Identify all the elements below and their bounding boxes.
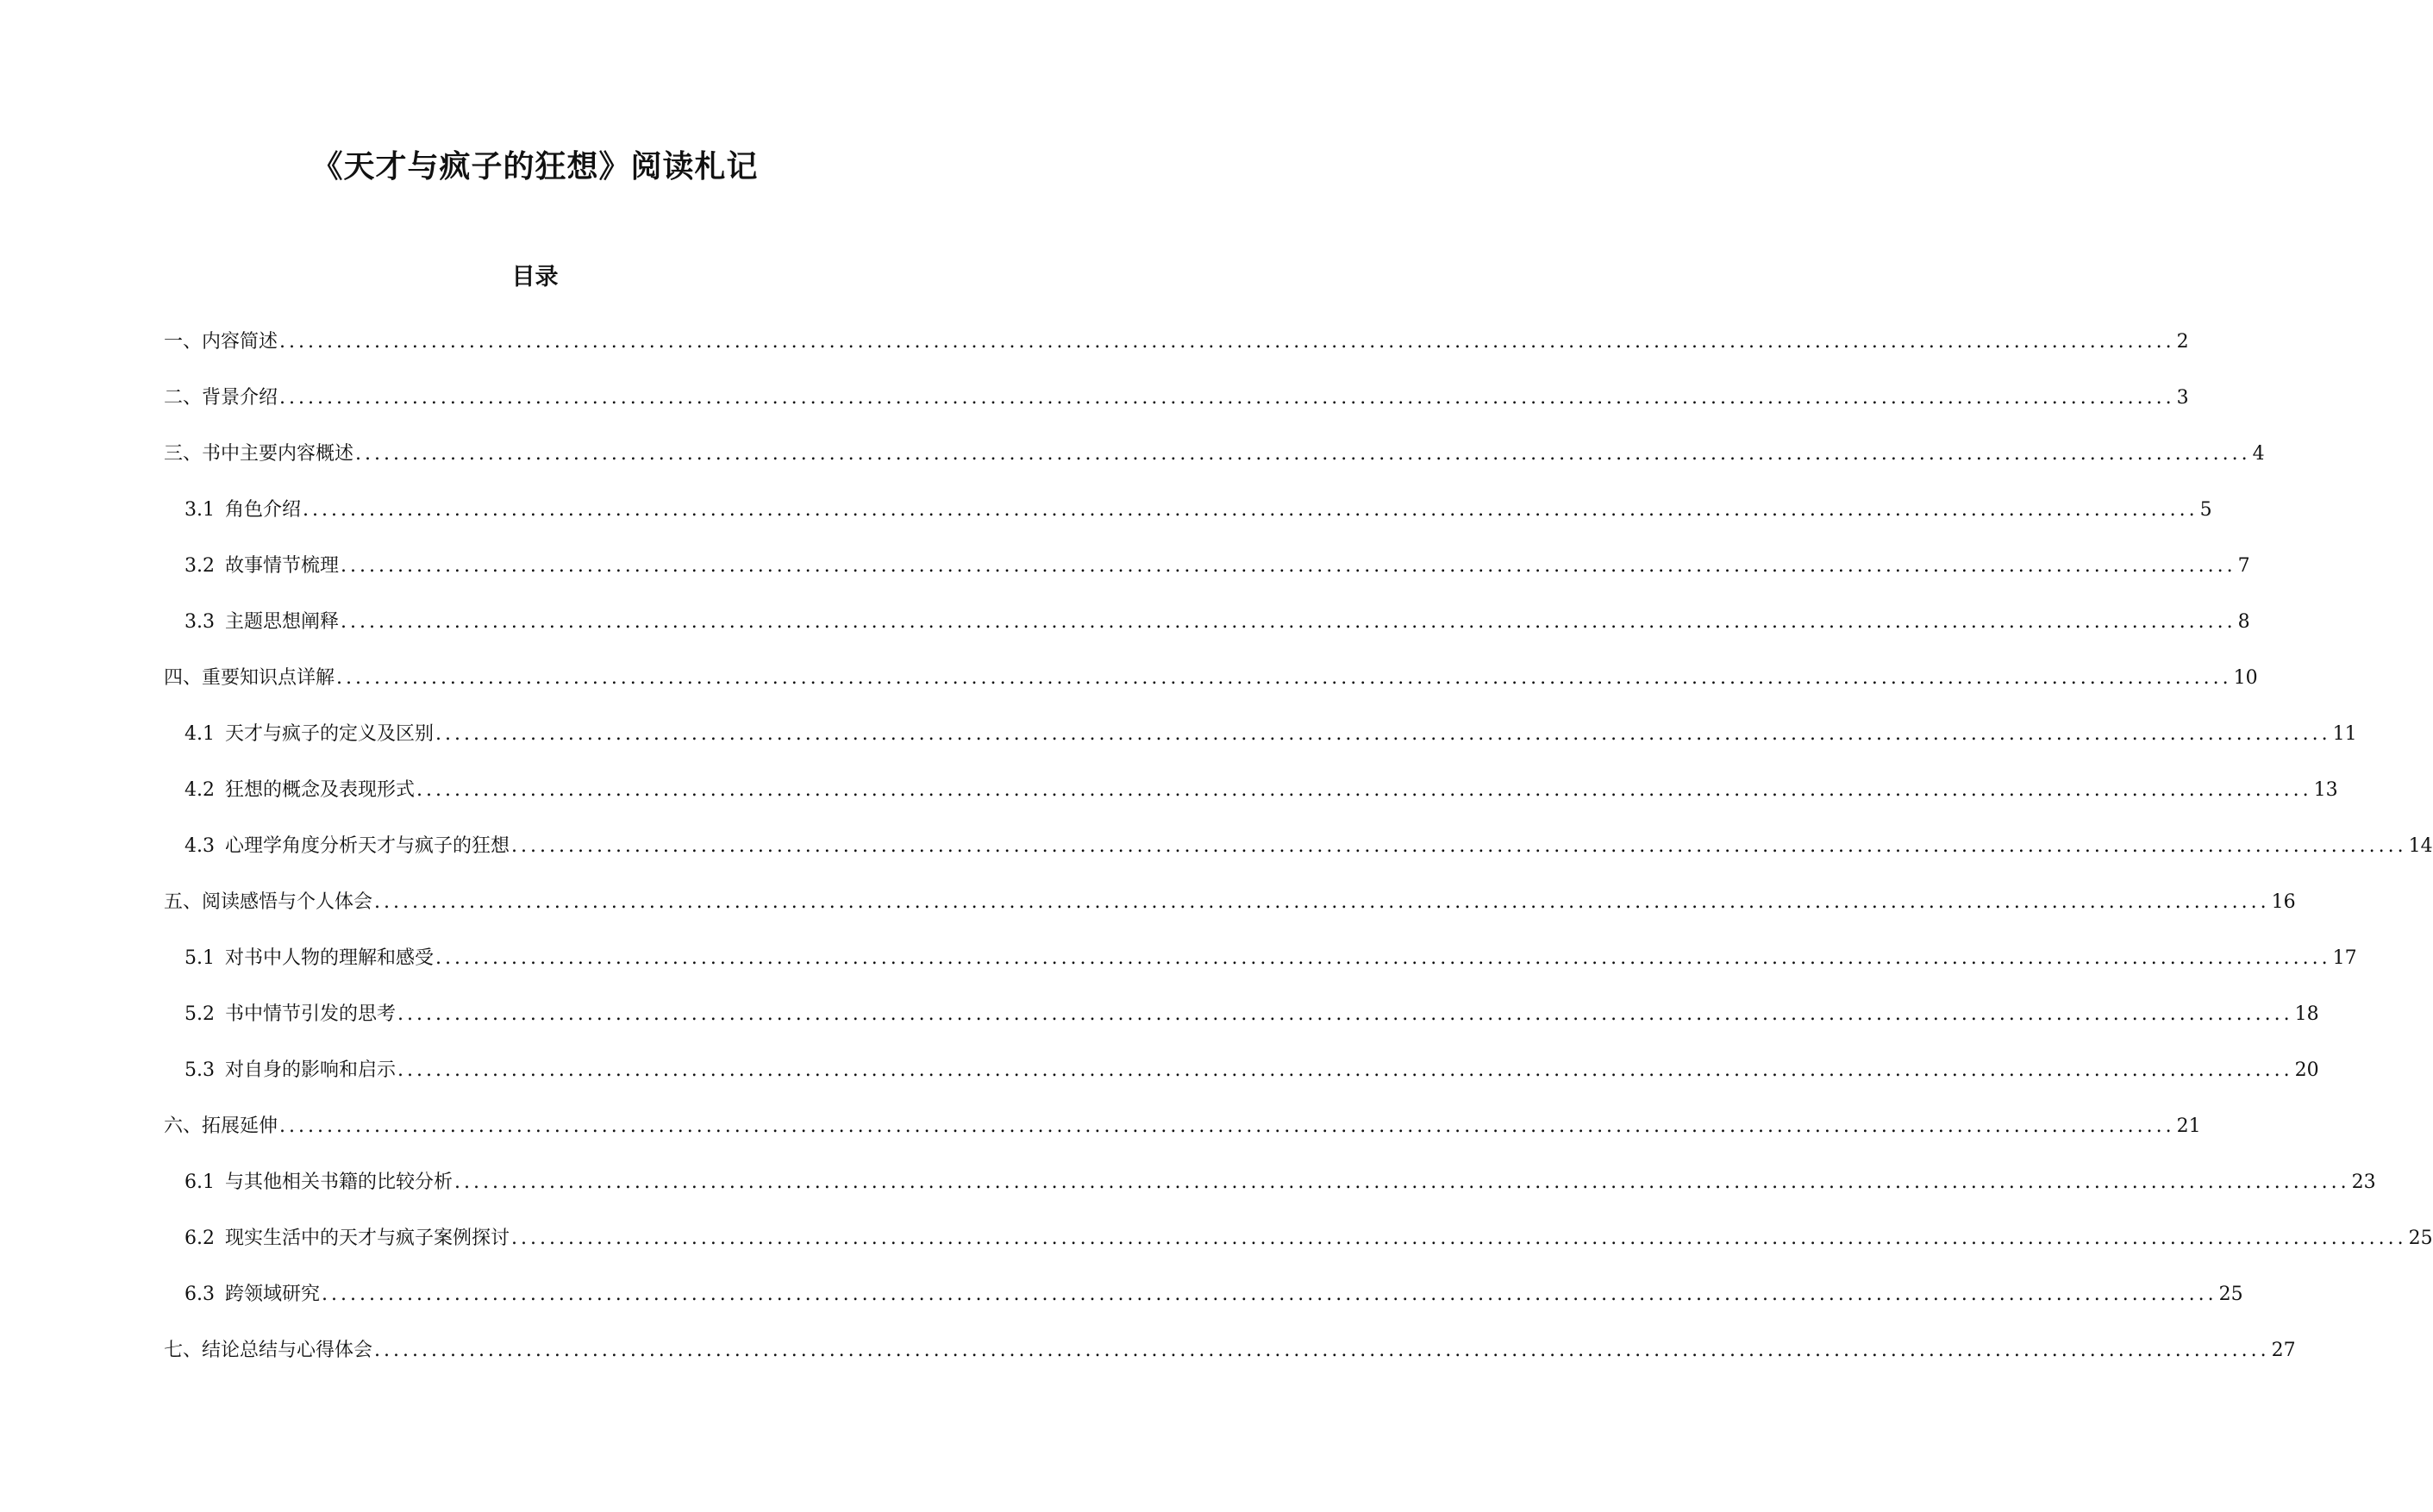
toc-entry[interactable] (164, 1114, 2201, 1170)
toc-dot-leader: ........................................................................................................................................................................................................ (336, 667, 2232, 689)
toc-dot-leader: ........................................................................................................................................................................................................ (511, 1228, 2407, 1249)
toc-dot-leader: ........................................................................................................................................................................................................ (341, 555, 2236, 577)
toc-entry-title: 六、拓展延伸 (164, 1115, 278, 1137)
toc-entry-page-number: 20 (2294, 1059, 2319, 1081)
toc-entry-title: 角色介绍 (225, 499, 302, 521)
toc-entry-page-number: 14 (2408, 835, 2433, 857)
toc-entry[interactable] (164, 946, 2357, 1002)
toc-entry-title: 对书中人物的理解和感受 (225, 947, 435, 969)
toc-entry-title: 心理学角度分析天才与疯子的狂想 (225, 835, 510, 857)
toc-entry-page-number: 3 (2176, 387, 2189, 409)
toc-entry-number: 4.2 (185, 779, 215, 801)
toc-entry-page-number: 11 (2332, 723, 2357, 745)
toc-entry-page-number: 25 (2218, 1284, 2243, 1305)
toc-entry-number: 4.1 (185, 723, 215, 745)
toc-entry[interactable] (164, 329, 2189, 385)
toc-dot-leader: ........................................................................................................................................................................................................ (397, 1003, 2293, 1025)
toc-entry-title: 二、背景介绍 (164, 387, 278, 409)
toc-entry-page-number: 27 (2271, 1340, 2296, 1361)
toc-entry[interactable] (164, 553, 2250, 609)
toc-entry[interactable] (164, 441, 2265, 497)
toc-entry[interactable] (164, 385, 2189, 441)
toc-dot-leader: ........................................................................................................................................................................................................ (435, 723, 2331, 745)
toc-entry-number: 4.3 (185, 835, 215, 857)
toc-entry-title: 跨领域研究 (225, 1284, 321, 1305)
toc-entry-number: 6.2 (185, 1228, 215, 1249)
toc-entry-number: 5.3 (185, 1059, 215, 1081)
toc-dot-leader: ........................................................................................................................................................................................................ (279, 331, 2175, 353)
toc-entry-title: 七、结论总结与心得体会 (164, 1340, 373, 1361)
toc-entry-title: 书中情节引发的思考 (225, 1003, 397, 1025)
toc-entry-page-number: 17 (2332, 947, 2357, 969)
toc-entry-page-number: 16 (2271, 891, 2296, 913)
toc-entry-title: 五、阅读感悟与个人体会 (164, 891, 373, 913)
toc-entry-page-number: 23 (2351, 1171, 2376, 1193)
toc-entry-page-number: 10 (2233, 667, 2258, 689)
toc-entry-title: 三、书中主要内容概述 (164, 443, 354, 465)
toc-heading: 目录 (511, 264, 559, 291)
toc-dot-leader: ........................................................................................................................................................................................................ (322, 1284, 2217, 1305)
toc-entry[interactable] (164, 1338, 2296, 1394)
toc-entry[interactable] (164, 497, 2212, 553)
toc-entry[interactable] (164, 1002, 2319, 1058)
toc-entry-title: 现实生活中的天才与疯子案例探讨 (225, 1228, 510, 1249)
toc-entry-page-number: 21 (2176, 1115, 2201, 1137)
toc-entry-page-number: 13 (2313, 779, 2338, 801)
toc-entry[interactable] (164, 609, 2250, 665)
toc-entry[interactable] (164, 722, 2357, 778)
toc-entry-page-number: 8 (2237, 611, 2250, 633)
toc-dot-leader: ........................................................................................................................................................................................................ (374, 891, 2270, 913)
toc-dot-leader: ........................................................................................................................................................................................................ (279, 387, 2175, 409)
toc-entry-number: 3.3 (185, 611, 215, 633)
toc-entry[interactable] (164, 890, 2296, 946)
document-title: 《天才与疯子的狂想》阅读札记 (311, 149, 759, 185)
table-of-contents (164, 329, 2433, 1394)
toc-entry-title: 一、内容简述 (164, 331, 278, 353)
toc-dot-leader: ........................................................................................................................................................................................................ (416, 779, 2312, 801)
toc-dot-leader: ........................................................................................................................................................................................................ (374, 1340, 2270, 1361)
toc-entry-page-number: 4 (2252, 443, 2265, 465)
toc-entry-title: 对自身的影响和启示 (225, 1059, 397, 1081)
toc-entry-number: 3.2 (185, 555, 215, 577)
toc-entry[interactable] (164, 1282, 2243, 1338)
toc-entry-number: 5.2 (185, 1003, 215, 1025)
toc-entry-title: 与其他相关书籍的比较分析 (225, 1171, 453, 1193)
toc-dot-leader: ........................................................................................................................................................................................................ (279, 1115, 2175, 1137)
toc-dot-leader: ........................................................................................................................................................................................................ (397, 1059, 2293, 1081)
toc-entry[interactable] (164, 665, 2258, 722)
toc-entry[interactable] (164, 1170, 2376, 1226)
toc-entry[interactable] (164, 1058, 2319, 1114)
toc-entry-page-number: 2 (2176, 331, 2189, 353)
toc-entry-title: 狂想的概念及表现形式 (225, 779, 416, 801)
toc-entry-page-number: 18 (2294, 1003, 2319, 1025)
toc-entry-title: 故事情节梳理 (225, 555, 340, 577)
toc-entry-page-number: 5 (2199, 499, 2212, 521)
toc-entry[interactable] (164, 834, 2433, 890)
toc-entry-number: 6.1 (185, 1171, 215, 1193)
toc-entry-page-number: 25 (2408, 1228, 2433, 1249)
toc-entry-title: 主题思想阐释 (225, 611, 340, 633)
toc-dot-leader: ........................................................................................................................................................................................................ (511, 835, 2407, 857)
toc-entry-number: 5.1 (185, 947, 215, 969)
toc-entry[interactable] (164, 778, 2338, 834)
toc-entry[interactable] (164, 1226, 2433, 1282)
toc-dot-leader: ........................................................................................................................................................................................................ (303, 499, 2198, 521)
toc-entry-page-number: 7 (2237, 555, 2250, 577)
toc-dot-leader: ........................................................................................................................................................................................................ (454, 1171, 2350, 1193)
toc-entry-number: 6.3 (185, 1284, 215, 1305)
toc-dot-leader: ........................................................................................................................................................................................................ (355, 443, 2251, 465)
toc-dot-leader: ........................................................................................................................................................................................................ (341, 611, 2236, 633)
toc-dot-leader: ........................................................................................................................................................................................................ (435, 947, 2331, 969)
toc-entry-number: 3.1 (185, 499, 215, 521)
toc-entry-title: 四、重要知识点详解 (164, 667, 335, 689)
toc-entry-title: 天才与疯子的定义及区别 (225, 723, 435, 745)
